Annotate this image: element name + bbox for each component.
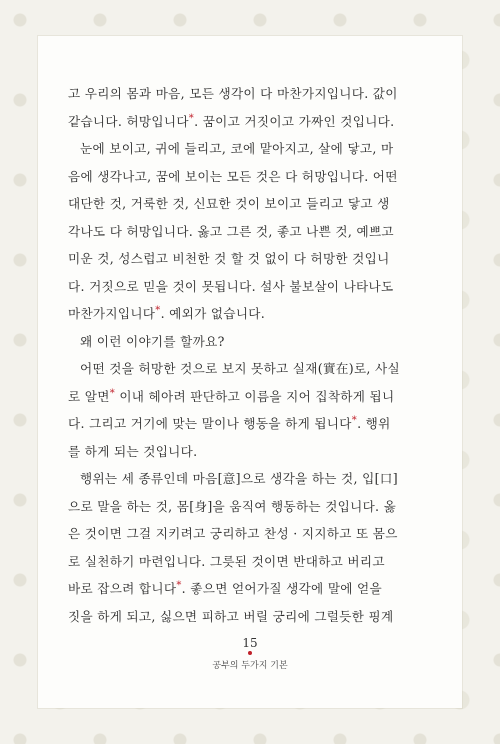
text-line [68,163,432,191]
line-text: 어떤 것을 허망한 것으로 보지 못하고 실재(實在)로, 사실 [80,361,400,376]
text-line [68,190,432,218]
line-text: 각나도 다 허망입니다. 옳고 그른 것, 좋고 나쁜 것, 예쁘고 [68,223,394,239]
text-line [68,438,432,466]
annotation-mark: * [351,414,358,426]
annotation-mark: * [176,579,182,591]
text-line [68,135,432,163]
line-text: 마찬가지입니다 [68,306,156,321]
line-text-continued: . 예외가 없습니다. [160,306,266,321]
page-number-ornament [248,651,252,655]
body-text [68,80,432,630]
page-number: 15 [242,636,258,650]
text-line [68,218,432,246]
text-line [68,328,432,356]
text-line [68,245,432,273]
text-line [68,80,432,108]
line-text: 대단한 것, 거룩한 것, 신묘한 것이 보이고 들리고 닿고 생 [68,196,390,211]
line-text-continued: . 좋으면 얻어가질 생각에 말에 얻을 [181,581,382,596]
text-line [68,300,432,328]
line-text: 바로 잡으려 합니다 [68,581,177,596]
text-line [68,493,432,521]
text-line [68,548,432,576]
annotation-mark: * [155,304,161,316]
line-text: 음에 생각나고, 꿈에 보이는 모든 것은 다 허망입니다. 어떤 [68,168,398,184]
line-text: 를 하게 되는 것입니다. [68,443,198,459]
line-text: 짓을 하게 되고, 싫으면 피하고 버릴 궁리에 그럴듯한 핑계 [68,608,394,624]
annotation-mark: * [109,387,116,399]
line-text: 으로 말을 하는 것, 몸[身]을 움직여 행동하는 것입니다. 옳 [68,498,397,514]
line-text-continued: 이내 헤아려 판단하고 이름을 지어 집착하게 됩니 [115,388,395,404]
text-line [68,465,432,493]
text-line [68,273,432,301]
line-text: 고 우리의 몸과 마음, 모든 생각이 다 마찬가지입니다. 값이 [68,86,398,101]
line-text: 은 것이면 그걸 지키려고 궁리하고 찬성 · 지지하고 또 몸으 [68,526,398,541]
text-block [38,36,462,708]
line-text: 미운 것, 성스럽고 비천한 것 할 것 없이 다 허망한 것입니 [68,251,390,266]
line-text: 로 실천하기 마련입니다. 그릇된 것이면 반대하고 버리고 [68,553,385,569]
line-text: 눈에 보이고, 귀에 들리고, 코에 맡아지고, 살에 닿고, 마 [80,141,394,156]
line-text: 같습니다. 허망입니다 [68,113,189,129]
text-line [68,520,432,548]
annotation-mark: * [188,112,195,124]
text-line [68,575,432,603]
text-line [68,603,432,631]
text-line [68,410,432,438]
running-title: 공부의 두가지 기본 [212,661,288,671]
line-text: 다. 거짓으로 믿을 것이 못됩니다. 설사 불보살이 나타나도 [68,278,394,294]
line-text: 로 알면 [68,388,110,404]
text-line [68,108,432,136]
line-text-continued: . 꿈이고 거짓이고 가짜인 것입니다. [194,113,395,129]
line-text-continued: . 행위 [357,416,391,431]
line-text: 왜 이런 이야기를 할까요? [80,333,225,349]
line-text: 다. 그리고 거기에 맞는 말이나 행동을 하게 됩니다 [68,416,352,431]
line-text: 행위는 세 종류인데 마음[意]으로 생각을 하는 것, 입[口] [80,471,398,486]
text-line [68,355,432,383]
text-line [68,383,432,411]
